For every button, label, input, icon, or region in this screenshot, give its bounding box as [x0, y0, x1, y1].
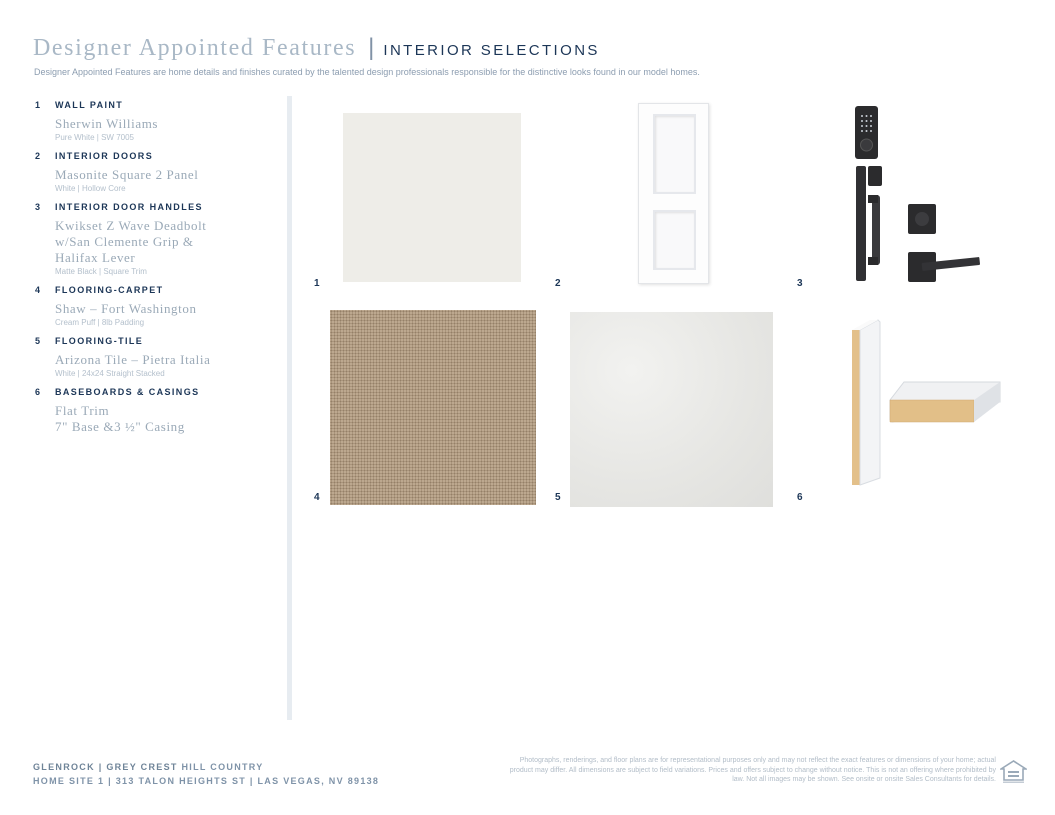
feature-item [35, 99, 275, 143]
carpet-swatch [330, 310, 536, 505]
halifax-lever-icon [908, 252, 980, 282]
swatch-number: 3 [797, 278, 803, 289]
feature-number: 4 [35, 285, 41, 295]
feature-details: Cream Puff | 8lb Padding [55, 318, 145, 327]
feature-item [35, 201, 275, 277]
page-title [33, 34, 600, 62]
feature-product: Shaw – Fort Washington [55, 301, 197, 316]
equal-housing-opportunity-icon [1000, 760, 1027, 784]
feature-details: White | Hollow Core [55, 184, 126, 193]
baseboards-image [848, 318, 1006, 488]
casing-profile-icon [890, 382, 1000, 422]
disclaimer-text: Photographs, renderings, and floor plans are for representational purposes only and may not reflect the exact features or dimensions of your home; actual product may differ. All dimensions are subject to field variations. Prices and offers subject to change without notice. This is not an offering where prohibited by law. Not all images may be shown. See onsite or onsite Sales Consultants for details. [509, 757, 996, 783]
feature-number: 3 [35, 202, 41, 212]
footer-line-1 [33, 760, 379, 774]
door-handles-image [846, 103, 986, 285]
feature-product: Masonite Square 2 Panel [55, 167, 199, 182]
feature-number: 1 [35, 100, 41, 110]
vertical-divider [287, 96, 292, 720]
swatch-number: 1 [314, 278, 320, 289]
feature-category: BASEBOARDS & CASINGS [55, 387, 200, 397]
feature-category: INTERIOR DOORS [55, 151, 154, 161]
feature-item [35, 386, 275, 435]
grip-handleset-icon [856, 166, 882, 281]
feature-number: 2 [35, 151, 41, 161]
footer-plan-name: HILL COUNTRY [177, 762, 264, 772]
feature-number: 6 [35, 387, 41, 397]
swatch-number: 4 [314, 492, 320, 503]
swatch-number: 2 [555, 278, 561, 289]
feature-product: Sherwin Williams [55, 116, 159, 131]
feature-product: Arizona Tile – Pietra Italia [55, 352, 211, 367]
interior-door-image [638, 103, 709, 284]
feature-product: Kwikset Z Wave Deadbolt w/San Clemente Grip & Halifax Lever [55, 218, 207, 265]
feature-category: WALL PAINT [55, 100, 124, 110]
feature-item [35, 335, 275, 379]
feature-category: FLOORING-CARPET [55, 285, 164, 295]
door-panel-lower [653, 210, 696, 270]
feature-product: Flat Trim 7" Base &3 ½" Casing [55, 403, 185, 434]
title-separator: | [368, 34, 375, 61]
feature-item [35, 150, 275, 194]
feature-details: Pure White | SW 7005 [55, 133, 134, 142]
title-subtitle: INTERIOR SELECTIONS [383, 42, 600, 59]
feature-category: INTERIOR DOOR HANDLES [55, 202, 203, 212]
intro-text: Designer Appointed Features are home details and finishes curated by the talented design professionals responsible for the distinctive looks found in our model homes. [34, 67, 700, 77]
baseboard-profile-icon [852, 320, 880, 485]
footer-line-2: HOME SITE 1 | 313 TALON HEIGHTS ST | LAS VEGAS, NV 89138 [33, 776, 380, 786]
title-main: Designer Appointed Features [33, 35, 357, 61]
feature-item [35, 284, 275, 328]
swatch-number: 5 [555, 492, 561, 503]
footer-community [33, 760, 379, 788]
tile-swatch [570, 312, 773, 507]
feature-category: FLOORING-TILE [55, 336, 144, 346]
features-list [35, 99, 275, 442]
wall-paint-swatch [343, 113, 521, 282]
swatch-number: 6 [797, 492, 803, 503]
footer-community-name: GLENROCK | GREY CREST [33, 762, 178, 772]
feature-details: Matte Black | Square Trim [55, 267, 147, 276]
door-panel-upper [653, 114, 696, 194]
feature-details: White | 24x24 Straight Stacked [55, 369, 165, 378]
feature-number: 5 [35, 336, 41, 346]
